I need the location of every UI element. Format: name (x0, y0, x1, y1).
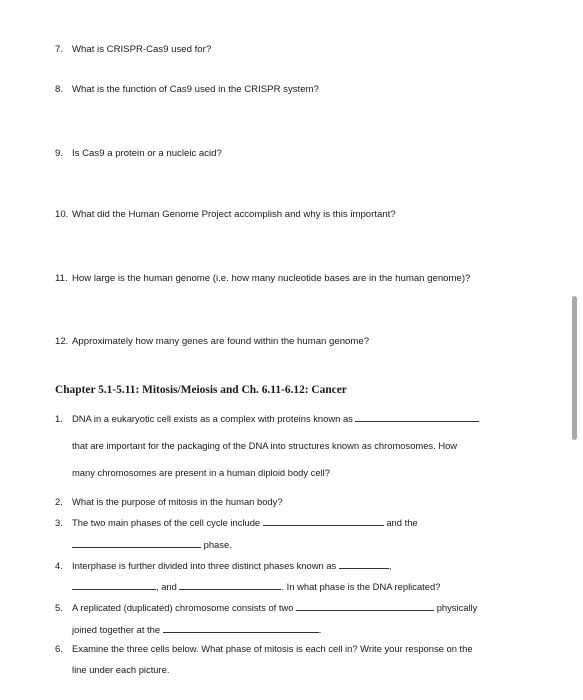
answer-blank[interactable] (179, 580, 281, 590)
question-10: 10. What did the Human Genome Project accomplish and why is this important? (55, 209, 396, 220)
item-2-line-1: 2. What is the purpose of mitosis in the human body? (55, 496, 283, 507)
item-1-line-2: that are important for the packaging of the DNA into structures known as chromosomes. How (72, 440, 458, 451)
item-6-line-2: line under each picture. (72, 664, 170, 675)
answer-blank[interactable] (355, 412, 479, 422)
answer-blank[interactable] (72, 580, 156, 590)
item-1-line-3: many chromosomes are present in a human diploid body cell? (72, 467, 330, 478)
item-3-line-1: 3. The two main phases of the cell cycle include and the (55, 517, 418, 528)
answer-blank[interactable] (72, 538, 201, 548)
question-7: 7. What is CRISPR-Cas9 used for? (55, 44, 212, 55)
question-11: 11. How large is the human genome (i.e. how many nucleotide bases are in the human genome)? (55, 273, 471, 284)
item-6-line-1: 6. Examine the three cells below. What phase of mitosis is each cell in? Write your response on the (55, 643, 473, 654)
question-8: 8. What is the function of Cas9 used in the CRISPR system? (55, 84, 319, 95)
question-9: 9. Is Cas9 a protein or a nucleic acid? (55, 148, 222, 159)
item-3-line-2: phase. (72, 538, 232, 551)
item-4-line-2: , and . In what phase is the DNA replicated? (72, 580, 440, 593)
answer-blank[interactable] (163, 623, 319, 633)
item-5-line-1: 5. A replicated (duplicated) chromosome consists of two physically (55, 602, 478, 613)
answer-blank[interactable] (296, 601, 434, 611)
scrollbar[interactable] (572, 296, 577, 440)
item-1-line-1: 1. DNA in a eukaryotic cell exists as a complex with proteins known as (55, 412, 479, 425)
answer-blank[interactable] (339, 559, 389, 569)
chapter-heading: Chapter 5.1-5.11: Mitosis/Meiosis and Ch. 6.11-6.12: Cancer (55, 384, 347, 396)
question-12: 12. Approximately how many genes are found within the human genome? (55, 336, 370, 347)
answer-blank[interactable] (263, 516, 384, 526)
item-4-line-1: 4. Interphase is further divided into three distinct phases known as , (55, 560, 392, 571)
item-5-line-2: joined together at the . (72, 624, 322, 635)
